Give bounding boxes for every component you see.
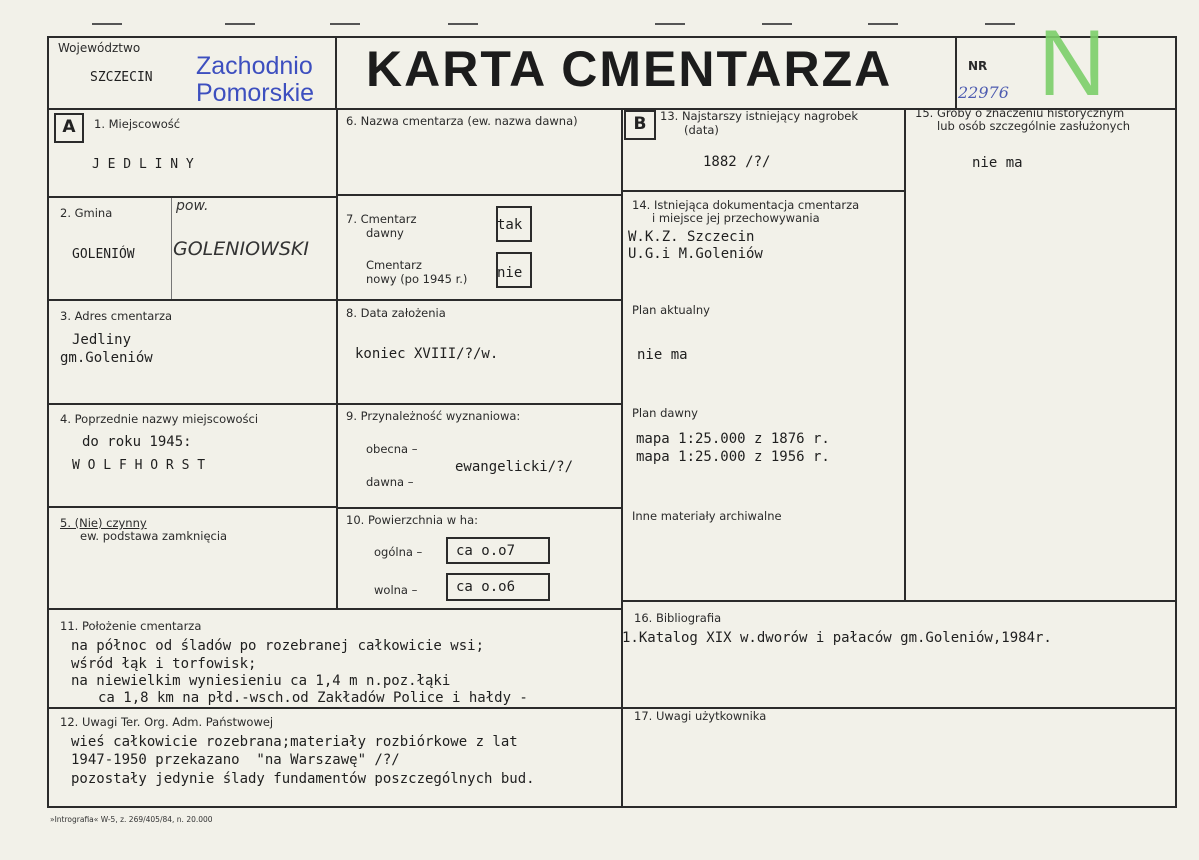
polozenie-line-4: ca 1,8 km na płd.-wsch.od Zakładów Police i hałdy - xyxy=(98,690,528,706)
poprzednie-nazwy-line-2: W O L F H O R S T xyxy=(72,458,206,473)
data-zalozenia-label: 8. Data założenia xyxy=(346,306,446,320)
header-right-divider xyxy=(955,36,957,110)
powierzchnia-wolna-value: ca o.o6 xyxy=(456,579,516,595)
printer-imprint: »Intrografia« W-5, z. 269/405/84, n. 20.000 xyxy=(50,815,213,824)
groby-historyczne-label-2: lub osób szczególnie zasłużonych xyxy=(937,119,1131,133)
plan-dawny-line-2: mapa 1:25.000 z 1956 r. xyxy=(636,449,830,465)
groby-historyczne-label-1: 15. Groby o znaczeniu historycznym xyxy=(915,106,1125,120)
poprzednie-nazwy-label: 4. Poprzednie nazwy miejscowości xyxy=(60,412,259,426)
nr-value: 22976 xyxy=(958,83,1009,102)
row-m1-divider xyxy=(336,194,621,196)
cmentarz-dawny-label: dawny xyxy=(366,226,404,240)
nazwa-cmentarza-label: 6. Nazwa cmentarza (ew. nazwa dawna) xyxy=(346,114,578,128)
top-edge-mark xyxy=(655,23,685,25)
wyznanie-value: ewangelicki/?/ xyxy=(455,459,574,475)
row-m3-divider xyxy=(336,403,621,405)
stamp-line-2: Pomorskie xyxy=(196,79,315,107)
czynny-label: 5. (Nie) czynny xyxy=(60,516,147,530)
dokumentacja-label-2: i miejsce jej przechowywania xyxy=(652,211,820,225)
najstarszy-nagrobek-label-2: (data) xyxy=(684,123,719,137)
powierzchnia-ogolna-value: ca o.o7 xyxy=(456,543,516,559)
dokumentacja-label-1: 14. Istniejąca dokumentacja cmentarza xyxy=(632,198,860,212)
cmentarz-nowy-label-2: nowy (po 1945 r.) xyxy=(366,272,468,286)
powierzchnia-label: 10. Powierzchnia w ha: xyxy=(346,513,479,527)
section-b-badge: B xyxy=(624,110,656,140)
row-a3-divider xyxy=(47,403,336,405)
top-edge-mark xyxy=(92,23,122,25)
groby-historyczne-value: nie ma xyxy=(972,155,1023,171)
data-zalozenia-value: koniec XVIII/?/w. xyxy=(355,346,499,362)
polozenie-line-2: wśród łąk i torfowisk; xyxy=(71,656,257,672)
gmina-label: 2. Gmina xyxy=(60,206,113,220)
najstarszy-nagrobek-label-1: 13. Najstarszy istniejący nagrobek xyxy=(660,109,859,123)
col-15-divider xyxy=(904,108,906,602)
row-a4-divider xyxy=(47,506,336,508)
wyznanie-dawna-label: dawna – xyxy=(366,475,414,489)
powierzchnia-wolna-label: wolna – xyxy=(374,583,418,597)
gmina-inner-divider xyxy=(171,198,172,299)
row-12-divider xyxy=(47,707,1177,709)
top-edge-mark xyxy=(762,23,792,25)
adres-label: 3. Adres cmentarza xyxy=(60,309,173,323)
top-edge-mark xyxy=(448,23,478,25)
row-b2-divider xyxy=(621,600,1177,602)
uwagi-ter-label: 12. Uwagi Ter. Org. Adm. Państwowej xyxy=(60,715,274,729)
row-m4-divider xyxy=(336,507,621,509)
czynny-sub-label: ew. podstawa zamknięcia xyxy=(80,529,228,543)
header-left-divider xyxy=(335,36,337,110)
wyznanie-label: 9. Przynależność wyznaniowa: xyxy=(346,409,521,423)
uwagi-uzytkownika-label: 17. Uwagi użytkownika xyxy=(634,709,767,723)
cmentarz-dawny-value: tak xyxy=(497,217,523,233)
plan-dawny-line-1: mapa 1:25.000 z 1876 r. xyxy=(636,431,830,447)
najstarszy-nagrobek-value: 1882 /?/ xyxy=(703,154,771,170)
polozenie-line-3: na niewielkim wyniesieniu ca 1,4 m n.poz.łąki xyxy=(71,673,451,689)
card-title: KARTA CMENTARZA xyxy=(366,41,893,97)
powierzchnia-ogolna-label: ogólna – xyxy=(374,545,423,559)
nr-label: NR xyxy=(968,59,988,73)
region-stamp xyxy=(196,53,314,107)
polozenie-label: 11. Położenie cmentarza xyxy=(60,619,202,633)
uwagi-ter-line-1: wieś całkowicie rozebrana;materiały rozbiórkowe z lat xyxy=(71,734,518,750)
adres-line-2: gm.Goleniów xyxy=(60,350,153,366)
big-letter-stamp: N xyxy=(1038,10,1106,115)
row-11-divider xyxy=(47,608,621,610)
cmentarz-label: 7. Cmentarz xyxy=(346,212,417,226)
top-edge-mark xyxy=(225,23,255,25)
uwagi-ter-line-2: 1947-1950 przekazano "na Warszawę" /?/ xyxy=(71,752,400,768)
row-a2-divider xyxy=(47,299,336,301)
plan-aktualny-label: Plan aktualny xyxy=(632,303,710,317)
top-edge-mark xyxy=(330,23,360,25)
top-edge-mark xyxy=(868,23,898,25)
plan-dawny-label: Plan dawny xyxy=(632,406,698,420)
dokumentacja-line-2: U.G.i M.Goleniów xyxy=(628,246,763,262)
plan-aktualny-value: nie ma xyxy=(637,347,688,363)
row-b1-divider xyxy=(621,190,904,192)
miejscowosc-label: 1. Miejscowość xyxy=(94,117,181,131)
gmina-handwritten-value: GOLENIOWSKI xyxy=(173,238,309,260)
cmentarz-nowy-value: nie xyxy=(497,265,523,281)
poprzednie-nazwy-line-1: do roku 1945: xyxy=(82,434,192,450)
wojewodztwo-value: SZCZECIN xyxy=(90,70,153,85)
bibliografia-label: 16. Bibliografia xyxy=(634,611,722,625)
adres-line-1: Jedliny xyxy=(72,332,132,348)
polozenie-line-1: na północ od śladów po rozebranej całkowicie wsi; xyxy=(71,638,485,654)
bibliografia-value: 1.Katalog XIX w.dworów i pałaców gm.Goleniów,1984r. xyxy=(622,630,1052,646)
section-a-badge: A xyxy=(54,113,84,143)
gmina-handwritten-pow: pow. xyxy=(176,198,209,214)
cmentarz-nowy-label-1: Cmentarz xyxy=(366,258,422,272)
dokumentacja-line-1: W.K.Z. Szczecin xyxy=(628,229,755,245)
miejscowosc-value: J E D L I N Y xyxy=(92,157,194,172)
top-edge-mark xyxy=(985,23,1015,25)
row-m2-divider xyxy=(336,299,621,301)
uwagi-ter-line-3: pozostały jedynie ślady fundamentów poszczególnych bud. xyxy=(71,771,535,787)
wyznanie-obecna-label: obecna – xyxy=(366,442,418,456)
col-a-divider xyxy=(336,108,338,608)
stamp-line-1: Zachodnio xyxy=(196,52,313,80)
inne-materialy-label: Inne materiały archiwalne xyxy=(632,509,782,523)
gmina-value: GOLENIÓW xyxy=(72,247,135,262)
col-b-divider xyxy=(621,108,623,808)
wojewodztwo-label: Województwo xyxy=(58,41,141,55)
